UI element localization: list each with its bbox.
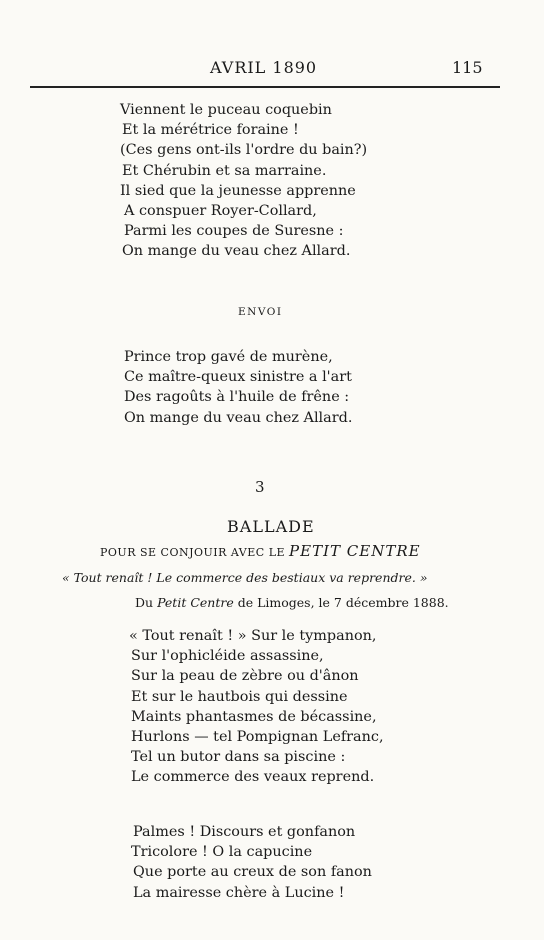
header-rule <box>30 86 500 88</box>
page-number: 115 <box>452 58 483 77</box>
subtitle-prefix: POUR SE CONJOUIR AVEC LE <box>100 546 286 559</box>
verse-line: Il sied que la jeunesse apprenne <box>120 182 356 199</box>
verse-line: Maints phantasmes de bécassine, <box>131 708 377 725</box>
verse-line: On mange du veau chez Allard. <box>124 409 353 426</box>
verse-line: Et sur le hautbois qui dessine <box>131 688 348 705</box>
dateline-prefix: Du <box>135 595 154 610</box>
verse-line: Sur l'ophicléide assassine, <box>131 648 324 665</box>
verse-line: On mange du veau chez Allard. <box>122 243 351 260</box>
verse-line: Et la mérétrice foraine ! <box>122 122 299 139</box>
dateline-source: Petit Centre <box>157 595 234 610</box>
verse-line: Parmi les coupes de Suresne : <box>124 223 344 240</box>
envoi-heading: ENVOI <box>238 306 283 318</box>
verse-line: Le commerce des veaux reprend. <box>131 769 375 786</box>
verse-line: Que porte au creux de son fanon <box>133 864 372 881</box>
ballade-title: BALLADE <box>227 517 315 536</box>
verse-line: Et Chérubin et sa marraine. <box>122 162 327 179</box>
section-number: 3 <box>255 478 265 496</box>
verse-line: Prince trop gavé de murène, <box>124 349 333 365</box>
verse-line: « Tout renaît ! » Sur le tympanon, <box>129 628 377 644</box>
verse-line: (Ces gens ont-ils l'ordre du bain?) <box>120 142 368 159</box>
stanza-ballade-1 <box>129 626 384 788</box>
running-title: AVRIL 1890 <box>210 58 318 77</box>
verse-line: Sur la peau de zèbre ou d'ânon <box>131 668 359 685</box>
verse-line: Hurlons — tel Pompignan Lefranc, <box>131 729 384 746</box>
dateline-suffix: de Limoges, le 7 décembre 1888. <box>237 595 449 610</box>
ballade-subtitle <box>100 542 421 560</box>
verse-line: Ce maître-queux sinistre a l'art <box>124 369 352 386</box>
verse-line: Tricolore ! O la capucine <box>131 844 313 861</box>
verse-line: Viennent le puceau coquebin <box>120 102 332 118</box>
verse-line: A conspuer Royer-Collard, <box>124 203 317 220</box>
verse-line: La mairesse chère à Lucine ! <box>133 884 345 901</box>
epigraph: « Tout renaît ! Le commerce des bestiaux va reprendre. » <box>62 570 428 585</box>
verse-line: Tel un butor dans sa piscine : <box>131 749 346 766</box>
verse-line: Palmes ! Discours et gonfanon <box>133 824 356 840</box>
stanza-top <box>120 100 367 262</box>
stanza-envoi <box>124 347 352 428</box>
stanza-ballade-2 <box>131 822 372 903</box>
subtitle-emphasis: PETIT CENTRE <box>289 542 421 560</box>
running-header <box>0 52 544 82</box>
verse-line: Des ragoûts à l'huile de frêne : <box>124 389 350 406</box>
dateline <box>135 595 449 610</box>
